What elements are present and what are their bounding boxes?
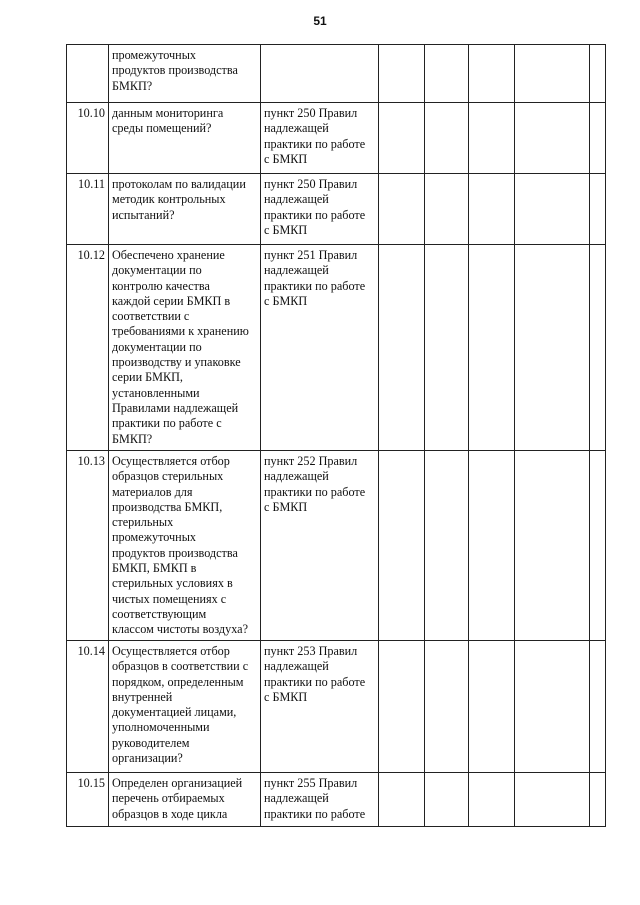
- empty-cell: [515, 641, 590, 773]
- reference-text: [261, 45, 379, 103]
- empty-cell: [590, 245, 606, 451]
- empty-cell: [379, 103, 425, 174]
- empty-cell: [425, 773, 469, 827]
- empty-cell: [515, 773, 590, 827]
- requirement-text: Обеспечено хранение документации по контролю качества каждой серии БМКП в соответствии с требованиями к хранению документации по производству и упаковке серии БМКП, установленными Правилами надлежащей практики по работе с БМКП?: [109, 245, 261, 451]
- reference-text: пункт 255 Правил надлежащей практики по работе: [261, 773, 379, 827]
- requirement-text: Определен организацией перечень отбираемых образцов в ходе цикла: [109, 773, 261, 827]
- requirement-text: данным мониторинга среды помещений?: [109, 103, 261, 174]
- empty-cell: [379, 451, 425, 641]
- empty-cell: [379, 174, 425, 245]
- table-row: [67, 103, 606, 174]
- empty-cell: [590, 103, 606, 174]
- empty-cell: [469, 451, 515, 641]
- requirement-text: протоколам по валидации методик контрольных испытаний?: [109, 174, 261, 245]
- empty-cell: [425, 45, 469, 103]
- item-number: 10.15: [67, 773, 109, 827]
- reference-text: пункт 250 Правил надлежащей практики по работе с БМКП: [261, 174, 379, 245]
- item-number: 10.10: [67, 103, 109, 174]
- empty-cell: [515, 451, 590, 641]
- table-row: [67, 641, 606, 773]
- checklist-table: [66, 44, 606, 827]
- empty-cell: [469, 45, 515, 103]
- empty-cell: [425, 245, 469, 451]
- table-row: [67, 45, 606, 103]
- item-number: 10.13: [67, 451, 109, 641]
- requirement-text: Осуществляется отбор образцов стерильных материалов для производства БМКП, стерильных промежуточных продуктов производства БМКП, БМКП в стерильных условиях в чистых помещениях с соответствующим классом чистоты воздуха?: [109, 451, 261, 641]
- empty-cell: [469, 103, 515, 174]
- item-number: 10.12: [67, 245, 109, 451]
- table-row: [67, 245, 606, 451]
- empty-cell: [515, 103, 590, 174]
- empty-cell: [425, 103, 469, 174]
- table-row: [67, 451, 606, 641]
- reference-text: пункт 252 Правил надлежащей практики по работе с БМКП: [261, 451, 379, 641]
- requirement-text: промежуточных продуктов производства БМКП?: [109, 45, 261, 103]
- empty-cell: [590, 641, 606, 773]
- empty-cell: [425, 641, 469, 773]
- empty-cell: [515, 245, 590, 451]
- empty-cell: [515, 45, 590, 103]
- empty-cell: [590, 45, 606, 103]
- table-row: [67, 773, 606, 827]
- empty-cell: [590, 451, 606, 641]
- page-number: 51: [313, 14, 327, 28]
- reference-text: пункт 253 Правил надлежащей практики по работе с БМКП: [261, 641, 379, 773]
- item-number: 10.11: [67, 174, 109, 245]
- empty-cell: [425, 451, 469, 641]
- empty-cell: [469, 174, 515, 245]
- empty-cell: [469, 245, 515, 451]
- empty-cell: [379, 641, 425, 773]
- reference-text: пункт 250 Правил надлежащей практики по работе с БМКП: [261, 103, 379, 174]
- empty-cell: [379, 773, 425, 827]
- reference-text: пункт 251 Правил надлежащей практики по работе с БМКП: [261, 245, 379, 451]
- empty-cell: [379, 45, 425, 103]
- empty-cell: [469, 773, 515, 827]
- empty-cell: [590, 174, 606, 245]
- empty-cell: [515, 174, 590, 245]
- empty-cell: [590, 773, 606, 827]
- empty-cell: [379, 245, 425, 451]
- item-number: 10.14: [67, 641, 109, 773]
- requirement-text: Осуществляется отбор образцов в соответствии с порядком, определенным внутренней документацией лицами, уполномоченными руководителем организации?: [109, 641, 261, 773]
- empty-cell: [469, 641, 515, 773]
- item-number: [67, 45, 109, 103]
- table-row: [67, 174, 606, 245]
- empty-cell: [425, 174, 469, 245]
